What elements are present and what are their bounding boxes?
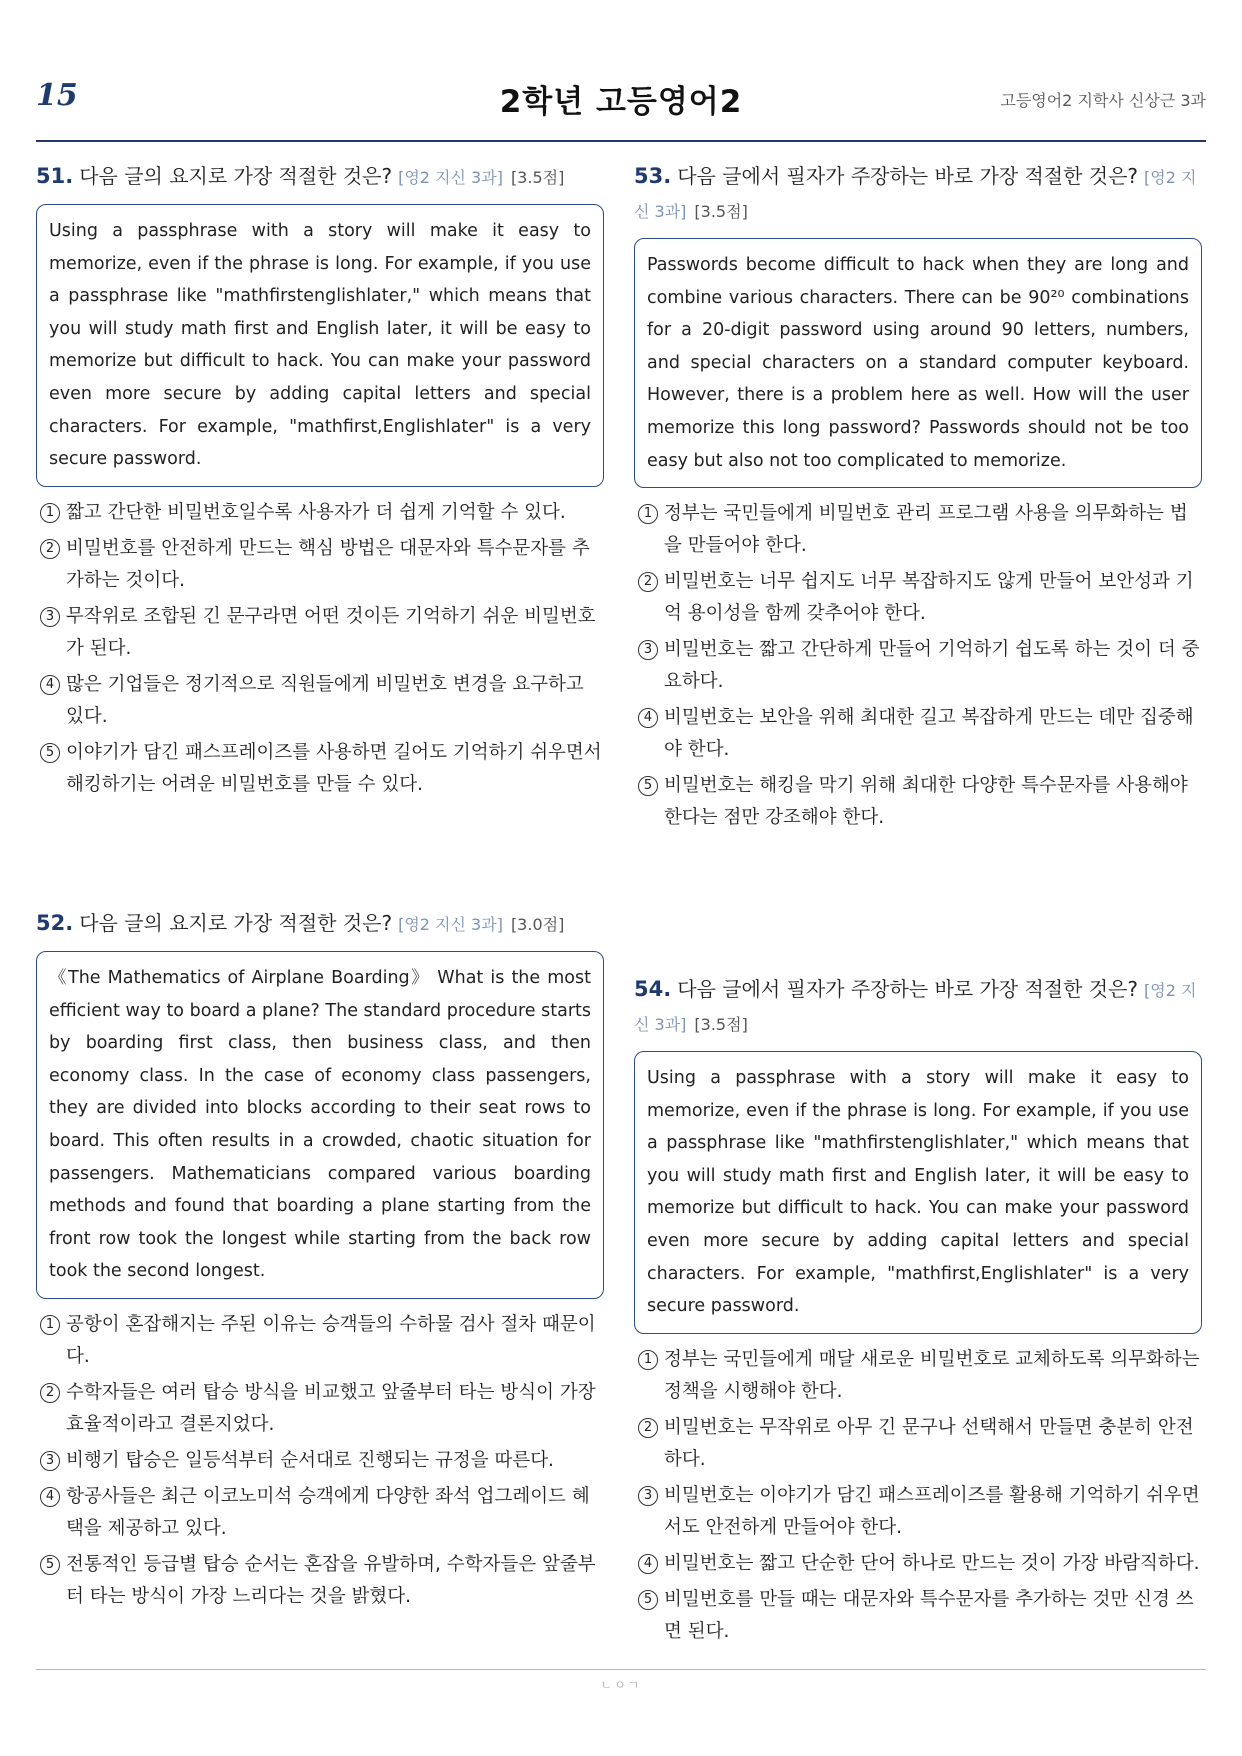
question-source: [영2 지신 3과]	[634, 981, 1197, 1034]
choice-item[interactable]	[634, 770, 1202, 834]
choice-number: 3	[638, 1486, 658, 1506]
choice-text: 비행기 탑승은 일등석부터 순서대로 진행되는 규정을 따른다.	[66, 1449, 554, 1471]
choice-number: 4	[40, 675, 60, 695]
choice-item[interactable]	[634, 566, 1202, 630]
question-number: 54.	[634, 977, 672, 1001]
question-52	[36, 907, 604, 1617]
question-points: [3.5점]	[694, 202, 748, 221]
choice-text: 비밀번호는 짧고 단순한 단어 하나로 만드는 것이 가장 바람직하다.	[664, 1552, 1200, 1574]
choice-item[interactable]	[634, 1584, 1202, 1648]
choice-text: 이야기가 담긴 패스프레이즈를 사용하면 길어도 기억하기 쉬우면서 해킹하기는 어려운 비밀번호를 만들 수 있다.	[66, 741, 602, 795]
choice-text: 전통적인 등급별 탑승 순서는 혼잡을 유발하며, 수학자들은 앞줄부터 타는 방식이 가장 느리다는 것을 밝혔다.	[66, 1553, 596, 1607]
choice-number: 3	[40, 1451, 60, 1471]
page-number: 15	[36, 78, 78, 113]
choice-item[interactable]	[634, 634, 1202, 698]
page-header	[36, 70, 1206, 142]
passage-box: Using a passphrase with a story will make it easy to memorize, even if the phrase is long. For example, if you use a passphrase like "mathfirstenglishlater," which means that you will study math first and English later, it will be easy to memorize but difficult to hack. You can make your password even more secure by adding capital letters and special characters. For example, "mathfirst,Englishlater" is a very secure password.	[634, 1051, 1202, 1334]
choice-item[interactable]	[36, 533, 604, 597]
question-source: [영2 지신 3과]	[634, 168, 1197, 221]
choice-item[interactable]	[634, 1480, 1202, 1544]
question-header	[634, 160, 1202, 228]
choice-number: 2	[638, 1418, 658, 1438]
question-source: [영2 지신 3과]	[398, 168, 503, 187]
choice-text: 항공사들은 최근 이코노미석 승객에게 다양한 좌석 업그레이드 혜택을 제공하고 있다.	[66, 1485, 590, 1539]
choice-item[interactable]	[36, 601, 604, 665]
choice-text: 비밀번호는 보안을 위해 최대한 길고 복잡하게 만드는 데만 집중해야 한다.	[664, 707, 1194, 761]
choice-text: 비밀번호는 이야기가 담긴 패스프레이즈를 활용해 기억하기 쉬우면서도 안전하게 만들어야 한다.	[664, 1484, 1200, 1538]
choice-number: 5	[638, 1590, 658, 1610]
choice-number: 3	[40, 607, 60, 627]
choice-number: 1	[638, 1350, 658, 1370]
choice-text: 수학자들은 여러 탑승 방식을 비교했고 앞줄부터 타는 방식이 가장 효율적이라고 결론지었다.	[66, 1381, 596, 1435]
choice-item[interactable]	[634, 498, 1202, 562]
choice-number: 5	[40, 1555, 60, 1575]
question-header	[36, 907, 604, 941]
choice-text: 비밀번호를 안전하게 만드는 핵심 방법은 대문자와 특수문자를 추가하는 것이다.	[66, 537, 590, 591]
choice-number: 4	[40, 1487, 60, 1507]
question-points: [3.0점]	[510, 915, 565, 934]
question-number: 52.	[36, 911, 74, 935]
choice-text: 공항이 혼잡해지는 주된 이유는 승객들의 수하물 검사 절차 때문이다.	[66, 1313, 596, 1367]
passage-box: Passwords become difficult to hack when they are long and combine various characters. There can be 90²⁰ combinations for a 20-digit password using around 90 letters, numbers, and special characters on a standard computer keyboard. However, there is a problem here as well. How will the user memorize this long password? Passwords should not be too easy but also not too complicated to memorize.	[634, 238, 1202, 488]
choice-number: 2	[638, 572, 658, 592]
question-points: [3.5점]	[694, 1015, 748, 1034]
choice-list	[634, 498, 1202, 834]
choice-number: 2	[40, 1383, 60, 1403]
choice-text: 비밀번호는 해킹을 막기 위해 최대한 다양한 특수문자를 사용해야 한다는 점만 강조해야 한다.	[664, 775, 1188, 829]
choice-item[interactable]	[634, 702, 1202, 766]
choice-item[interactable]	[36, 1309, 604, 1373]
choice-text: 정부는 국민들에게 매달 새로운 비밀번호로 교체하도록 의무화하는 정책을 시행해야 한다.	[664, 1348, 1200, 1402]
question-number: 51.	[36, 164, 74, 188]
choice-text: 비밀번호는 무작위로 아무 긴 문구나 선택해서 만들면 충분히 안전하다.	[664, 1416, 1194, 1470]
question-51	[36, 160, 604, 805]
choice-text: 정부는 국민들에게 비밀번호 관리 프로그램 사용을 의무화하는 법을 만들어야 한다.	[664, 503, 1188, 557]
choice-item[interactable]	[634, 1344, 1202, 1408]
footer-divider	[36, 1669, 1206, 1670]
choice-text: 많은 기업들은 정기적으로 직원들에게 비밀번호 변경을 요구하고 있다.	[66, 673, 584, 727]
choice-item[interactable]	[36, 737, 604, 801]
question-prompt: 다음 글에서 필자가 주장하는 바로 가장 적절한 것은?	[677, 164, 1139, 188]
question-prompt: 다음 글의 요지로 가장 적절한 것은?	[79, 911, 393, 935]
choice-list	[36, 1309, 604, 1613]
question-53	[634, 160, 1202, 838]
choice-number: 5	[40, 743, 60, 763]
choice-list	[634, 1344, 1202, 1648]
question-header	[634, 973, 1202, 1041]
question-54	[634, 973, 1202, 1652]
choice-text: 비밀번호는 너무 쉽지도 너무 복잡하지도 않게 만들어 보안성과 기억 용이성을 함께 갖추어야 한다.	[664, 571, 1194, 625]
choice-number: 3	[638, 640, 658, 660]
choice-text: 비밀번호는 짧고 간단하게 만들어 기억하기 쉽도록 하는 것이 더 중요하다.	[664, 639, 1200, 693]
choice-number: 1	[40, 503, 60, 523]
choice-item[interactable]	[36, 1445, 604, 1477]
choice-item[interactable]	[36, 497, 604, 529]
choice-text: 짧고 간단한 비밀번호일수록 사용자가 더 쉽게 기억할 수 있다.	[66, 501, 566, 523]
choice-number: 5	[638, 776, 658, 796]
question-prompt: 다음 글에서 필자가 주장하는 바로 가장 적절한 것은?	[677, 977, 1139, 1001]
choice-item[interactable]	[36, 1549, 604, 1613]
choice-text: 무작위로 조합된 긴 문구라면 어떤 것이든 기억하기 쉬운 비밀번호가 된다.	[66, 605, 596, 659]
choice-item[interactable]	[36, 669, 604, 733]
passage-box: 《The Mathematics of Airplane Boarding》 What is the most efficient way to board a plane? The standard procedure starts by boarding first class, then business class, and then economy class. In the case of economy class passengers, they are divided into blocks according to their seat rows to board. This often results in a crowded, chaotic situation for passengers. Mathematicians compared various boarding methods and found that boarding a plane starting from the front row took the longest while starting from the back row took the second longest.	[36, 951, 604, 1299]
choice-item[interactable]	[634, 1548, 1202, 1580]
page-title: 2학년 고등영어2	[499, 84, 743, 120]
question-points: [3.5점]	[510, 168, 565, 187]
choice-item[interactable]	[36, 1481, 604, 1545]
footer-mark: ㄴㅇㄱ	[600, 1678, 642, 1692]
question-header	[36, 160, 604, 194]
choice-item[interactable]	[634, 1412, 1202, 1476]
choice-number: 4	[638, 708, 658, 728]
choice-number: 2	[40, 539, 60, 559]
header-meta: 고등영어2 지학사 신상근 3과	[1000, 91, 1206, 110]
choice-number: 1	[40, 1315, 60, 1335]
question-prompt: 다음 글의 요지로 가장 적절한 것은?	[79, 164, 393, 188]
question-source: [영2 지신 3과]	[398, 915, 503, 934]
question-number: 53.	[634, 164, 672, 188]
choice-number: 1	[638, 504, 658, 524]
choice-list	[36, 497, 604, 801]
passage-box: Using a passphrase with a story will make it easy to memorize, even if the phrase is long. For example, if you use a passphrase like "mathfirstenglishlater," which means that you will study math first and English later, it will be easy to memorize but difficult to hack. You can make your password even more secure by adding capital letters and special characters. For example, "mathfirst,Englishlater" is a very secure password.	[36, 204, 604, 487]
choice-text: 비밀번호를 만들 때는 대문자와 특수문자를 추가하는 것만 신경 쓰면 된다.	[664, 1588, 1194, 1642]
choice-item[interactable]	[36, 1377, 604, 1441]
choice-number: 4	[638, 1554, 658, 1574]
